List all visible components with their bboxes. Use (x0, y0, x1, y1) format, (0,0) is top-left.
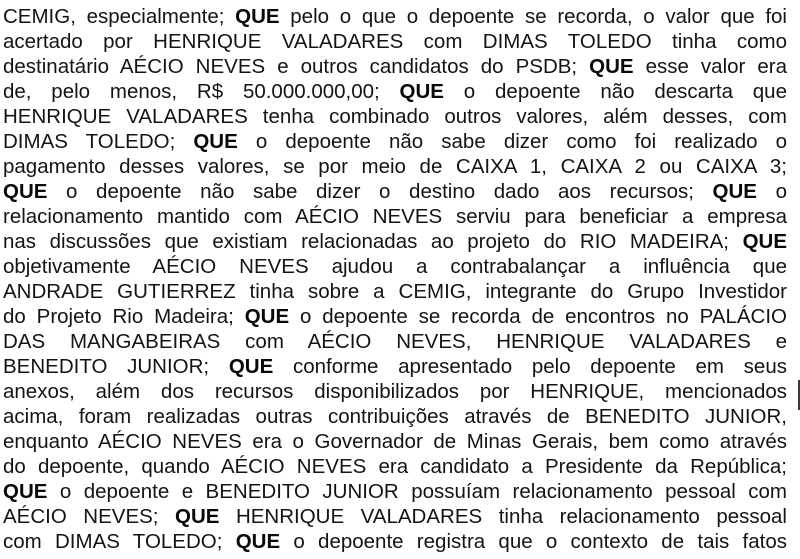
text-line (3, 328, 787, 356)
text-segment: AÉCIO NEVES; (3, 505, 175, 528)
keyword-que: QUE (399, 80, 444, 103)
text-line (3, 278, 787, 306)
text-segment: DAS MANGABEIRAS com AÉCIO NEVES, HENRIQUE VALADARES e (3, 330, 787, 353)
keyword-que: QUE (235, 530, 281, 553)
text-line (3, 378, 787, 406)
page-edge-mark (788, 380, 800, 410)
text-segment: o depoente e BENEDITO JUNIOR possuíam relacionamento pessoal com (47, 480, 787, 503)
text-segment: HENRIQUE VALADARES tenha combinado outros valores, além desses, com (3, 105, 787, 128)
text-line (3, 478, 787, 506)
text-segment: com DIMAS TOLEDO; (3, 530, 236, 553)
keyword-que: QUE (244, 305, 290, 328)
text-line (3, 528, 787, 556)
text-segment: objetivamente AÉCIO NEVES ajudou a contrabalançar a influência que (3, 255, 787, 278)
text-line (3, 3, 787, 31)
text-segment: HENRIQUE VALADARES tinha relacionamento pessoal (219, 505, 787, 528)
text-line (3, 103, 787, 131)
text-line (3, 453, 787, 481)
text-segment: o depoente não descarta que (443, 80, 787, 103)
text-line (3, 53, 787, 81)
text-segment: enquanto AÉCIO NEVES era o Governador de Minas Gerais, bem como através (3, 430, 787, 453)
text-segment: pagamento desses valores, se por meio de CAIXA 1, CAIXA 2 ou CAIXA 3; (3, 155, 787, 178)
text-segment: o (756, 180, 787, 203)
text-line (3, 28, 787, 56)
text-segment: DIMAS TOLEDO; (3, 130, 194, 153)
keyword-que: QUE (3, 180, 48, 203)
text-segment: o depoente se recorda de encontros no PALÁCIO (289, 305, 787, 328)
text-line (3, 228, 787, 256)
text-line (3, 128, 787, 156)
text-line (3, 403, 787, 431)
text-segment: esse valor era (633, 55, 788, 78)
keyword-que: QUE (589, 55, 634, 78)
keyword-que: QUE (3, 480, 48, 503)
text-segment: CEMIG, especialmente; (3, 5, 236, 28)
keyword-que: QUE (193, 130, 238, 153)
keyword-que: QUE (742, 230, 787, 253)
text-segment: destinatário AÉCIO NEVES e outros candidatos do PSDB; (3, 55, 590, 78)
text-segment: o depoente não sabe dizer como foi realizado o (237, 130, 787, 153)
text-line (3, 153, 787, 181)
text-segment: do Projeto Rio Madeira; (3, 305, 245, 328)
keyword-que: QUE (175, 505, 220, 528)
text-segment: BENEDITO JUNIOR; (3, 355, 229, 378)
text-segment: ANDRADE GUTIERREZ tinha sobre a CEMIG, integrante do Grupo Investidor (3, 280, 787, 303)
text-segment: o depoente registra que o contexto de tais fatos (280, 530, 787, 553)
text-segment: acertado por HENRIQUE VALADARES com DIMAS TOLEDO tinha como (3, 30, 787, 53)
text-line (3, 203, 787, 231)
text-line (3, 303, 787, 331)
text-segment: pelo o que o depoente se recorda, o valor que foi (279, 5, 787, 28)
text-segment: acima, foram realizadas outras contribuições através de BENEDITO JUNIOR, (3, 405, 787, 428)
keyword-que: QUE (712, 180, 757, 203)
text-line (3, 353, 787, 381)
text-segment: o depoente não sabe dizer o destino dado aos recursos; (47, 180, 713, 203)
text-segment: conforme apresentado pelo depoente em seus (273, 355, 787, 378)
text-segment: do depoente, quando AÉCIO NEVES era candidato a Presidente da República; (3, 455, 787, 478)
text-line (3, 428, 787, 456)
text-line (3, 253, 787, 281)
keyword-que: QUE (228, 355, 274, 378)
text-segment: relacionamento mantido com AÉCIO NEVES serviu para beneficiar a empresa (3, 205, 787, 228)
text-line (3, 178, 787, 206)
text-segment: anexos, além dos recursos disponibilizados por HENRIQUE, mencionados (3, 380, 787, 403)
keyword-que: QUE (235, 5, 280, 28)
text-segment: nas discussões que existiam relacionadas ao projeto do RIO MADEIRA; (3, 230, 743, 253)
text-line (3, 78, 787, 106)
text-line (3, 503, 787, 531)
text-segment: de, pelo menos, R$ 50.000.000,00; (3, 80, 400, 103)
